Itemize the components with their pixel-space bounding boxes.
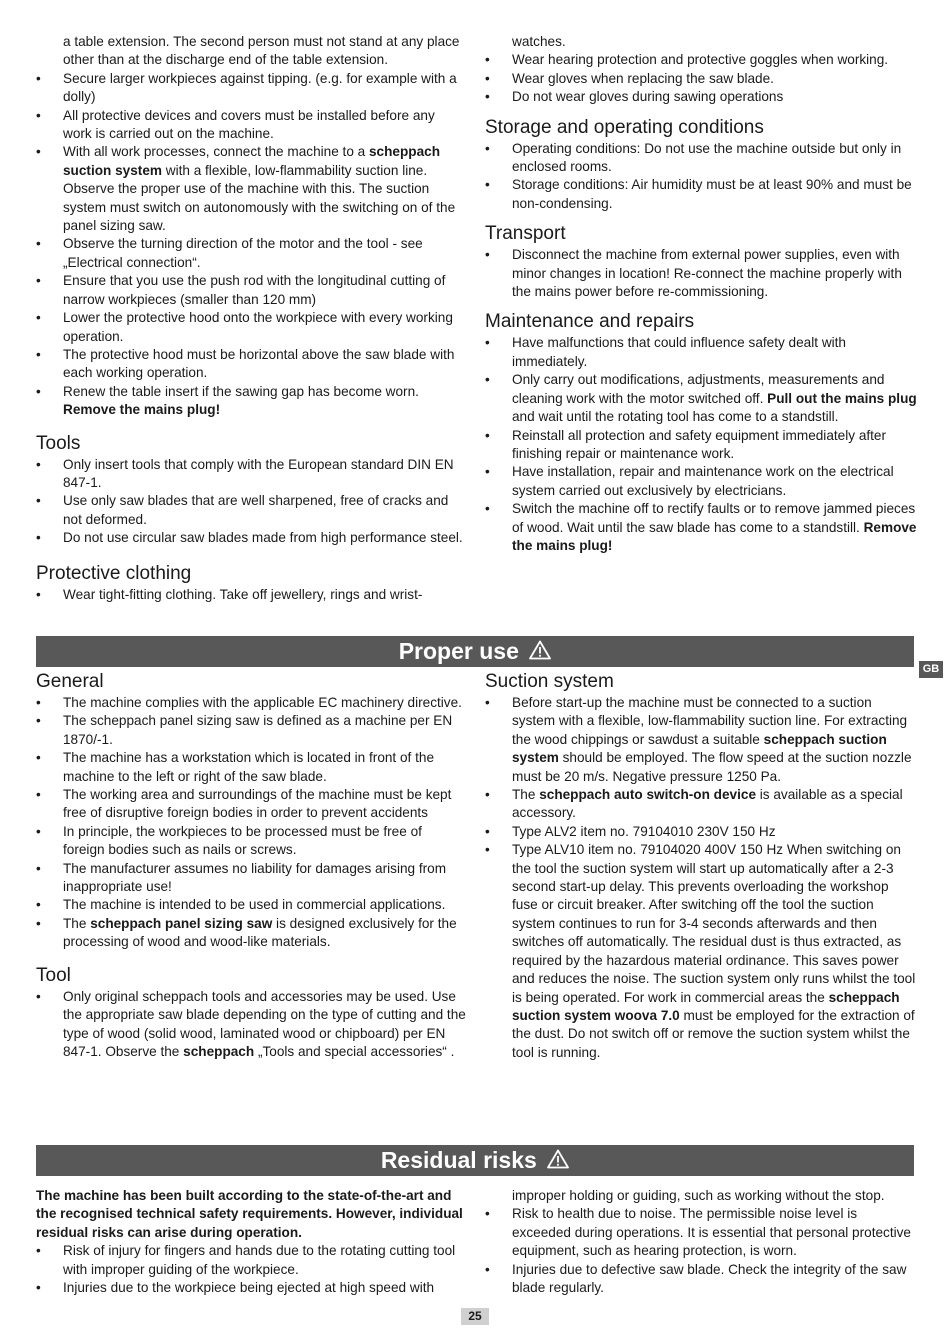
proper-use-left-column xyxy=(36,670,466,1061)
list-item: • The scheppach auto switch-on device is available as a special accessory. xyxy=(485,787,903,821)
bullet-icon: • xyxy=(485,247,490,263)
bullet-icon: • xyxy=(485,823,490,839)
tools-list xyxy=(36,456,466,548)
bullet-icon: • xyxy=(485,70,490,86)
list-item: • The protective hood must be horizontal above the saw blade with each working operation. xyxy=(36,346,455,381)
residual-risks-banner xyxy=(36,1145,914,1176)
general-heading: General xyxy=(36,671,104,692)
list-item: • Observe the turning direction of the motor and the tool - see „Electrical connection“. xyxy=(36,236,423,270)
bold-text: scheppach auto switch-on device xyxy=(539,787,756,803)
residual-left-column xyxy=(36,1187,466,1297)
bullet-icon: • xyxy=(36,70,41,86)
bullet-icon: • xyxy=(485,140,490,156)
list-item: • Storage conditions: Air humidity must be at least 90% and must be non-condensing. xyxy=(485,177,912,211)
list-item: • Type ALV2 item no. 79104010 230V 150 Hz xyxy=(485,823,917,841)
bold-text: Remove the mains plug! xyxy=(63,402,221,418)
bullet-icon: • xyxy=(485,177,490,193)
bullet-icon: • xyxy=(36,346,41,362)
list-item: • Lower the protective hood onto the workpiece with every working operation. xyxy=(36,310,453,344)
bullet-icon: • xyxy=(36,750,41,766)
list-item: • Risk of injury for fingers and hands due to the rotating cutting tool with improper guiding of the workpiece. xyxy=(36,1243,456,1277)
list-item: • Injuries due to the workpiece being ejected at high speed with xyxy=(36,1279,466,1297)
proper-use-title: Proper use xyxy=(398,638,519,664)
bold-text: scheppach xyxy=(183,1043,255,1059)
page-number: 25 xyxy=(461,1308,489,1325)
list-item: • Type ALV10 item no. 79104020 400V 150 Hz When switching on the tool the suction system will start up automatically after a 2-3 second start-up delay. This prevents overloading the workshop fuse or circuit breaker. After switching off the tool the suction system continues to run for 3-4 seconds afterwards and then switches off automatically. The residual dust is thus extracted, as required by the hazardous material ordinance. This saves power and reduces the noise. The suction system only runs whilst the tool is being operated. For work in commercial areas the scheppach suction system woova 7.0 must be employed for the extraction of the dust. Do not switch off or remove the suction system whilst the tool is running. xyxy=(485,842,916,1060)
list-item: • Have installation, repair and maintenance work on the electrical system carried out exclusively by electricians. xyxy=(485,464,894,498)
list-item: • Injuries due to defective saw blade. Check the integrity of the saw blade regularly. xyxy=(485,1261,907,1296)
suction-system-heading: Suction system xyxy=(485,671,614,692)
list-item: • Disconnect the machine from external power supplies, even with minor changes in location! Re-connect the machine properly with the mains power before re-commissioning. xyxy=(485,247,902,300)
bullet-icon: • xyxy=(36,493,41,509)
bullet-icon: • xyxy=(485,89,490,105)
bullet-icon: • xyxy=(36,383,41,399)
list-item: • The manufacturer assumes no liability for damages arising from inappropriate use! xyxy=(36,860,447,895)
list-item: • Operating conditions: Do not use the machine outside but only in enclosed rooms. xyxy=(485,140,902,175)
list-item: • Reinstall all protection and safety equipment immediately after finishing repair or maintenance work. xyxy=(485,427,887,461)
bullet-icon: • xyxy=(485,842,490,858)
warning-triangle-icon xyxy=(529,640,551,660)
safety-list xyxy=(36,70,466,420)
list-item: • Risk to health due to noise. The permissible noise level is exceeded during operations. It is essential that personal protective equipment, such as hearing protection, is worn. xyxy=(485,1206,911,1259)
bullet-icon: • xyxy=(36,236,41,252)
bullet-icon: • xyxy=(36,144,41,160)
top-right-column xyxy=(485,33,917,555)
bullet-icon: • xyxy=(36,586,41,602)
list-item: • The scheppach panel sizing saw is defined as a machine per EN 1870/-1. xyxy=(36,713,453,747)
bullet-icon: • xyxy=(485,464,490,480)
list-item: • Only carry out modifications, adjustments, measurements and cleaning work with the motor switched off. Pull out the mains plug and wait until the rotating tool has come to a standstill. xyxy=(485,372,917,425)
bullet-icon: • xyxy=(485,52,490,68)
continued-text: a table extension. The second person must not stand at any place other than at the discharge end of the table extension. xyxy=(63,34,460,68)
list-item: • With all work processes, connect the machine to a scheppach suction system with a flexible, low-flammability suction line. Observe the proper use of the machine with this. The suction system must switch on autonomously with the switching on of the panel sizing saw. xyxy=(36,144,456,234)
proper-use-banner xyxy=(36,636,914,667)
bold-text: scheppach panel sizing saw xyxy=(90,915,273,931)
bullet-icon: • xyxy=(485,372,490,388)
list-item: • Before start-up the machine must be connected to a suction system with a flexible, low-flammability suction line. For extracting the wood chippings or sawdust a suitable scheppach suction system should be employed. The flow speed at the suction nozzle must be 20 m/s. Negative pressure 1250 Pa. xyxy=(485,695,912,784)
residual-list xyxy=(36,1242,466,1297)
general-list xyxy=(36,694,466,952)
bullet-icon: • xyxy=(36,530,41,546)
residual-intro: The machine has been built according to the state-of-the-art and the recognised technical safety requirements. However, individual residual risks can arise during operation. xyxy=(36,1188,463,1240)
list-item: • Secure larger workpieces against tipping. (e.g. for example with a dolly) xyxy=(36,70,457,105)
continued-text: watches. xyxy=(512,34,566,49)
storage-list xyxy=(485,140,917,214)
bullet-icon: • xyxy=(36,310,41,326)
maintenance-list xyxy=(485,334,917,555)
bold-text: scheppach suction system xyxy=(512,731,887,766)
list-item: • Wear tight-fitting clothing. Take off jewellery, rings and wrist- xyxy=(36,586,466,604)
residual-right-column xyxy=(485,1187,917,1297)
list-item: • Do not wear gloves during sawing operations xyxy=(485,88,917,106)
bullet-icon: • xyxy=(485,501,490,517)
bullet-icon: • xyxy=(36,897,41,913)
list-item: • The machine is intended to be used in commercial applications. xyxy=(36,896,466,914)
language-tab: GB xyxy=(919,661,943,678)
bullet-icon: • xyxy=(485,1206,490,1222)
transport-list xyxy=(485,246,917,301)
storage-heading: Storage and operating conditions xyxy=(485,116,764,138)
tool-heading: Tool xyxy=(36,964,71,986)
list-item: • Have malfunctions that could influence safety dealt with immediately. xyxy=(485,335,846,369)
list-item: • Only original scheppach tools and accessories may be used. Use the appropriate saw blade depending on the type of cutting and the type of wood (solid wood, laminated wood or chipboard) per EN 847-1. Observe the scheppach „Tools and special accessories“ . xyxy=(36,988,466,1059)
bold-text: Pull out the mains plug xyxy=(767,390,917,406)
list-item: • Do not use circular saw blades made from high performance steel. xyxy=(36,529,466,547)
bullet-icon: • xyxy=(485,695,490,710)
tool-list xyxy=(36,988,466,1062)
proper-use-right-column xyxy=(485,670,917,1062)
maintenance-heading: Maintenance and repairs xyxy=(485,311,695,333)
bullet-icon: • xyxy=(485,427,490,443)
bullet-icon: • xyxy=(36,988,41,1004)
list-item: • In principle, the workpieces to be processed must be free of foreign bodies such as nails or screws. xyxy=(36,823,422,858)
suction-list xyxy=(485,694,917,1062)
protection-list xyxy=(485,51,917,106)
warning-triangle-icon xyxy=(547,1149,569,1169)
list-item: • Wear hearing protection and protective goggles when working. xyxy=(485,51,917,69)
list-item: • The working area and surroundings of the machine must be kept free of disruptive foreign bodies in order to prevent accidents xyxy=(36,787,452,821)
bold-text: scheppach suction system xyxy=(63,144,441,178)
clothing-list xyxy=(36,586,466,604)
bold-text: scheppach suction system woova 7.0 xyxy=(512,989,900,1023)
bullet-icon: • xyxy=(485,787,490,803)
bullet-icon: • xyxy=(485,1261,490,1277)
bullet-icon: • xyxy=(36,1280,41,1296)
bullet-icon: • xyxy=(36,787,41,803)
list-item: • Renew the table insert if the sawing gap has become worn. Remove the mains plug! xyxy=(36,383,419,418)
bullet-icon: • xyxy=(36,273,41,289)
bullet-icon: • xyxy=(36,107,41,123)
residual-list xyxy=(485,1205,917,1297)
protective-clothing-heading: Protective clothing xyxy=(36,562,192,584)
bullet-icon: • xyxy=(36,860,41,876)
list-item: • The scheppach panel sizing saw is designed exclusively for the processing of wood and wood-like materials. xyxy=(36,915,457,950)
bullet-icon: • xyxy=(36,1243,41,1259)
transport-heading: Transport xyxy=(485,223,566,245)
bullet-icon: • xyxy=(485,335,490,351)
tools-heading: Tools xyxy=(36,432,81,454)
list-item: • The machine has a workstation which is located in front of the machine to the left or right of the saw blade. xyxy=(36,750,435,784)
bullet-icon: • xyxy=(36,456,41,472)
list-item: • Only insert tools that comply with the European standard DIN EN 847-1. xyxy=(36,456,454,490)
continued-text: improper holding or guiding, such as working without the stop. xyxy=(512,1188,885,1203)
bullet-icon: • xyxy=(36,713,41,729)
list-item: • Use only saw blades that are well sharpened, free of cracks and not deformed. xyxy=(36,493,449,527)
list-item: • Ensure that you use the push rod with the longitudinal cutting of narrow workpieces (smaller than 120 mm) xyxy=(36,273,446,307)
residual-risks-title: Residual risks xyxy=(380,1147,537,1173)
top-left-column xyxy=(36,33,466,604)
bullet-icon: • xyxy=(36,695,41,710)
list-item: • Wear gloves when replacing the saw blade. xyxy=(485,70,917,88)
bold-text: Remove the mains plug! xyxy=(512,519,917,553)
bullet-icon: • xyxy=(36,915,41,931)
list-item: • Switch the machine off to rectify faults or to remove jammed pieces of wood. Wait until the saw blade has come to a standstill. Remove the mains plug! xyxy=(485,501,917,553)
list-item: • All protective devices and covers must be installed before any work is carried out on the machine. xyxy=(36,107,435,142)
list-item: • The machine complies with the applicable EC machinery directive. xyxy=(36,694,466,712)
bullet-icon: • xyxy=(36,823,41,839)
